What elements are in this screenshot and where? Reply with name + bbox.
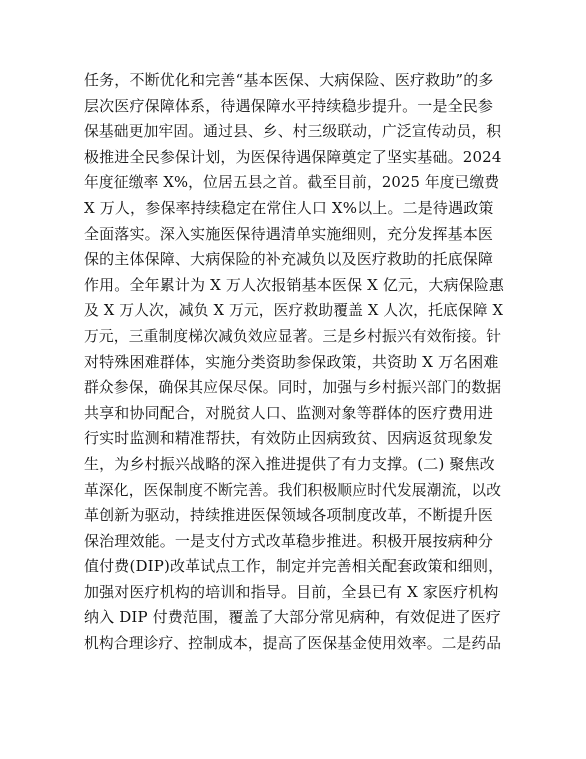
text-line: 及 X 万人次，减负 X 万元，医疗救助覆盖 X 人次，托底保障 X — [84, 302, 504, 320]
text-line: 纳入 DIP 付费范围，覆盖了大部分常见病种，有效促进了医疗 — [84, 608, 502, 627]
text-line: 全面落实。深入实施医保待遇清单实施细则，充分发挥基本医 — [84, 224, 494, 243]
text-line: 保基础更加牢固。通过县、乡、村三级联动，广泛宣传动员，积 — [84, 123, 502, 141]
text-line: 生，为乡村振兴战略的深入推进提供了有力支撑。(二) 聚焦改 — [84, 454, 495, 473]
text-line: X 万人，参保率持续稳定在常住人口 X%以上。二是待遇政策 — [84, 198, 494, 217]
text-line: 机构合理诊疗、控制成本，提高了医保基金使用效率。二是药品 — [84, 635, 502, 653]
text-line: 加强对医疗机构的培训和指导。目前，全县已有 X 家医疗机构 — [84, 582, 499, 601]
text-line: 对特殊困难群体，实施分类资助参保政策，共资助 X 万名困难 — [84, 352, 499, 371]
text-line: 共享和协同配合，对脱贫人口、监测对象等群体的医疗费用进 — [84, 403, 494, 422]
text-line: 年度征缴率 X%，位居五县之首。截至目前，2025 年度已缴费 — [84, 174, 500, 192]
text-line: 保治理效能。一是支付方式改革稳步推进。积极开展按病种分 — [84, 531, 494, 550]
text-line: 作用。全年累计为 X 万人次报销基本医保 X 亿元，大病保险惠 — [84, 275, 505, 294]
text-line: 万元，三重制度梯次减负效应显著。三是乡村振兴有效衔接。针 — [84, 327, 502, 345]
text-line: 任务，不断优化和完善“基本医保、大病保险、医疗救助”的多 — [84, 71, 494, 89]
text-line: 行实时监测和精准帮扶，有效防止因病致贫、因病返贫现象发 — [84, 429, 494, 448]
text-line: 层次医疗保障体系，待遇保障水平持续稳步提升。一是全民参 — [84, 96, 494, 115]
text-line: 极推进全民参保计划，为医保待遇保障奠定了坚实基础。2024 — [84, 147, 502, 166]
text-line: 革深化，医保制度不断完善。我们积极顺应时代发展潮流，以改 — [84, 481, 502, 499]
body-text — [84, 68, 504, 657]
text-line: 群众参保，确保其应保尽保。同时，加强与乡村振兴部门的数据 — [84, 379, 502, 397]
text-line: 保的主体保障、大病保险的补充减负以及医疗救助的托底保障 — [84, 250, 494, 269]
text-line: 值付费(DIP)改革试点工作，制定并完善相关配套政策和细则， — [84, 557, 504, 576]
text-line: 革创新为驱动，持续推进医保领域各项制度改革，不断提升医 — [84, 506, 494, 525]
